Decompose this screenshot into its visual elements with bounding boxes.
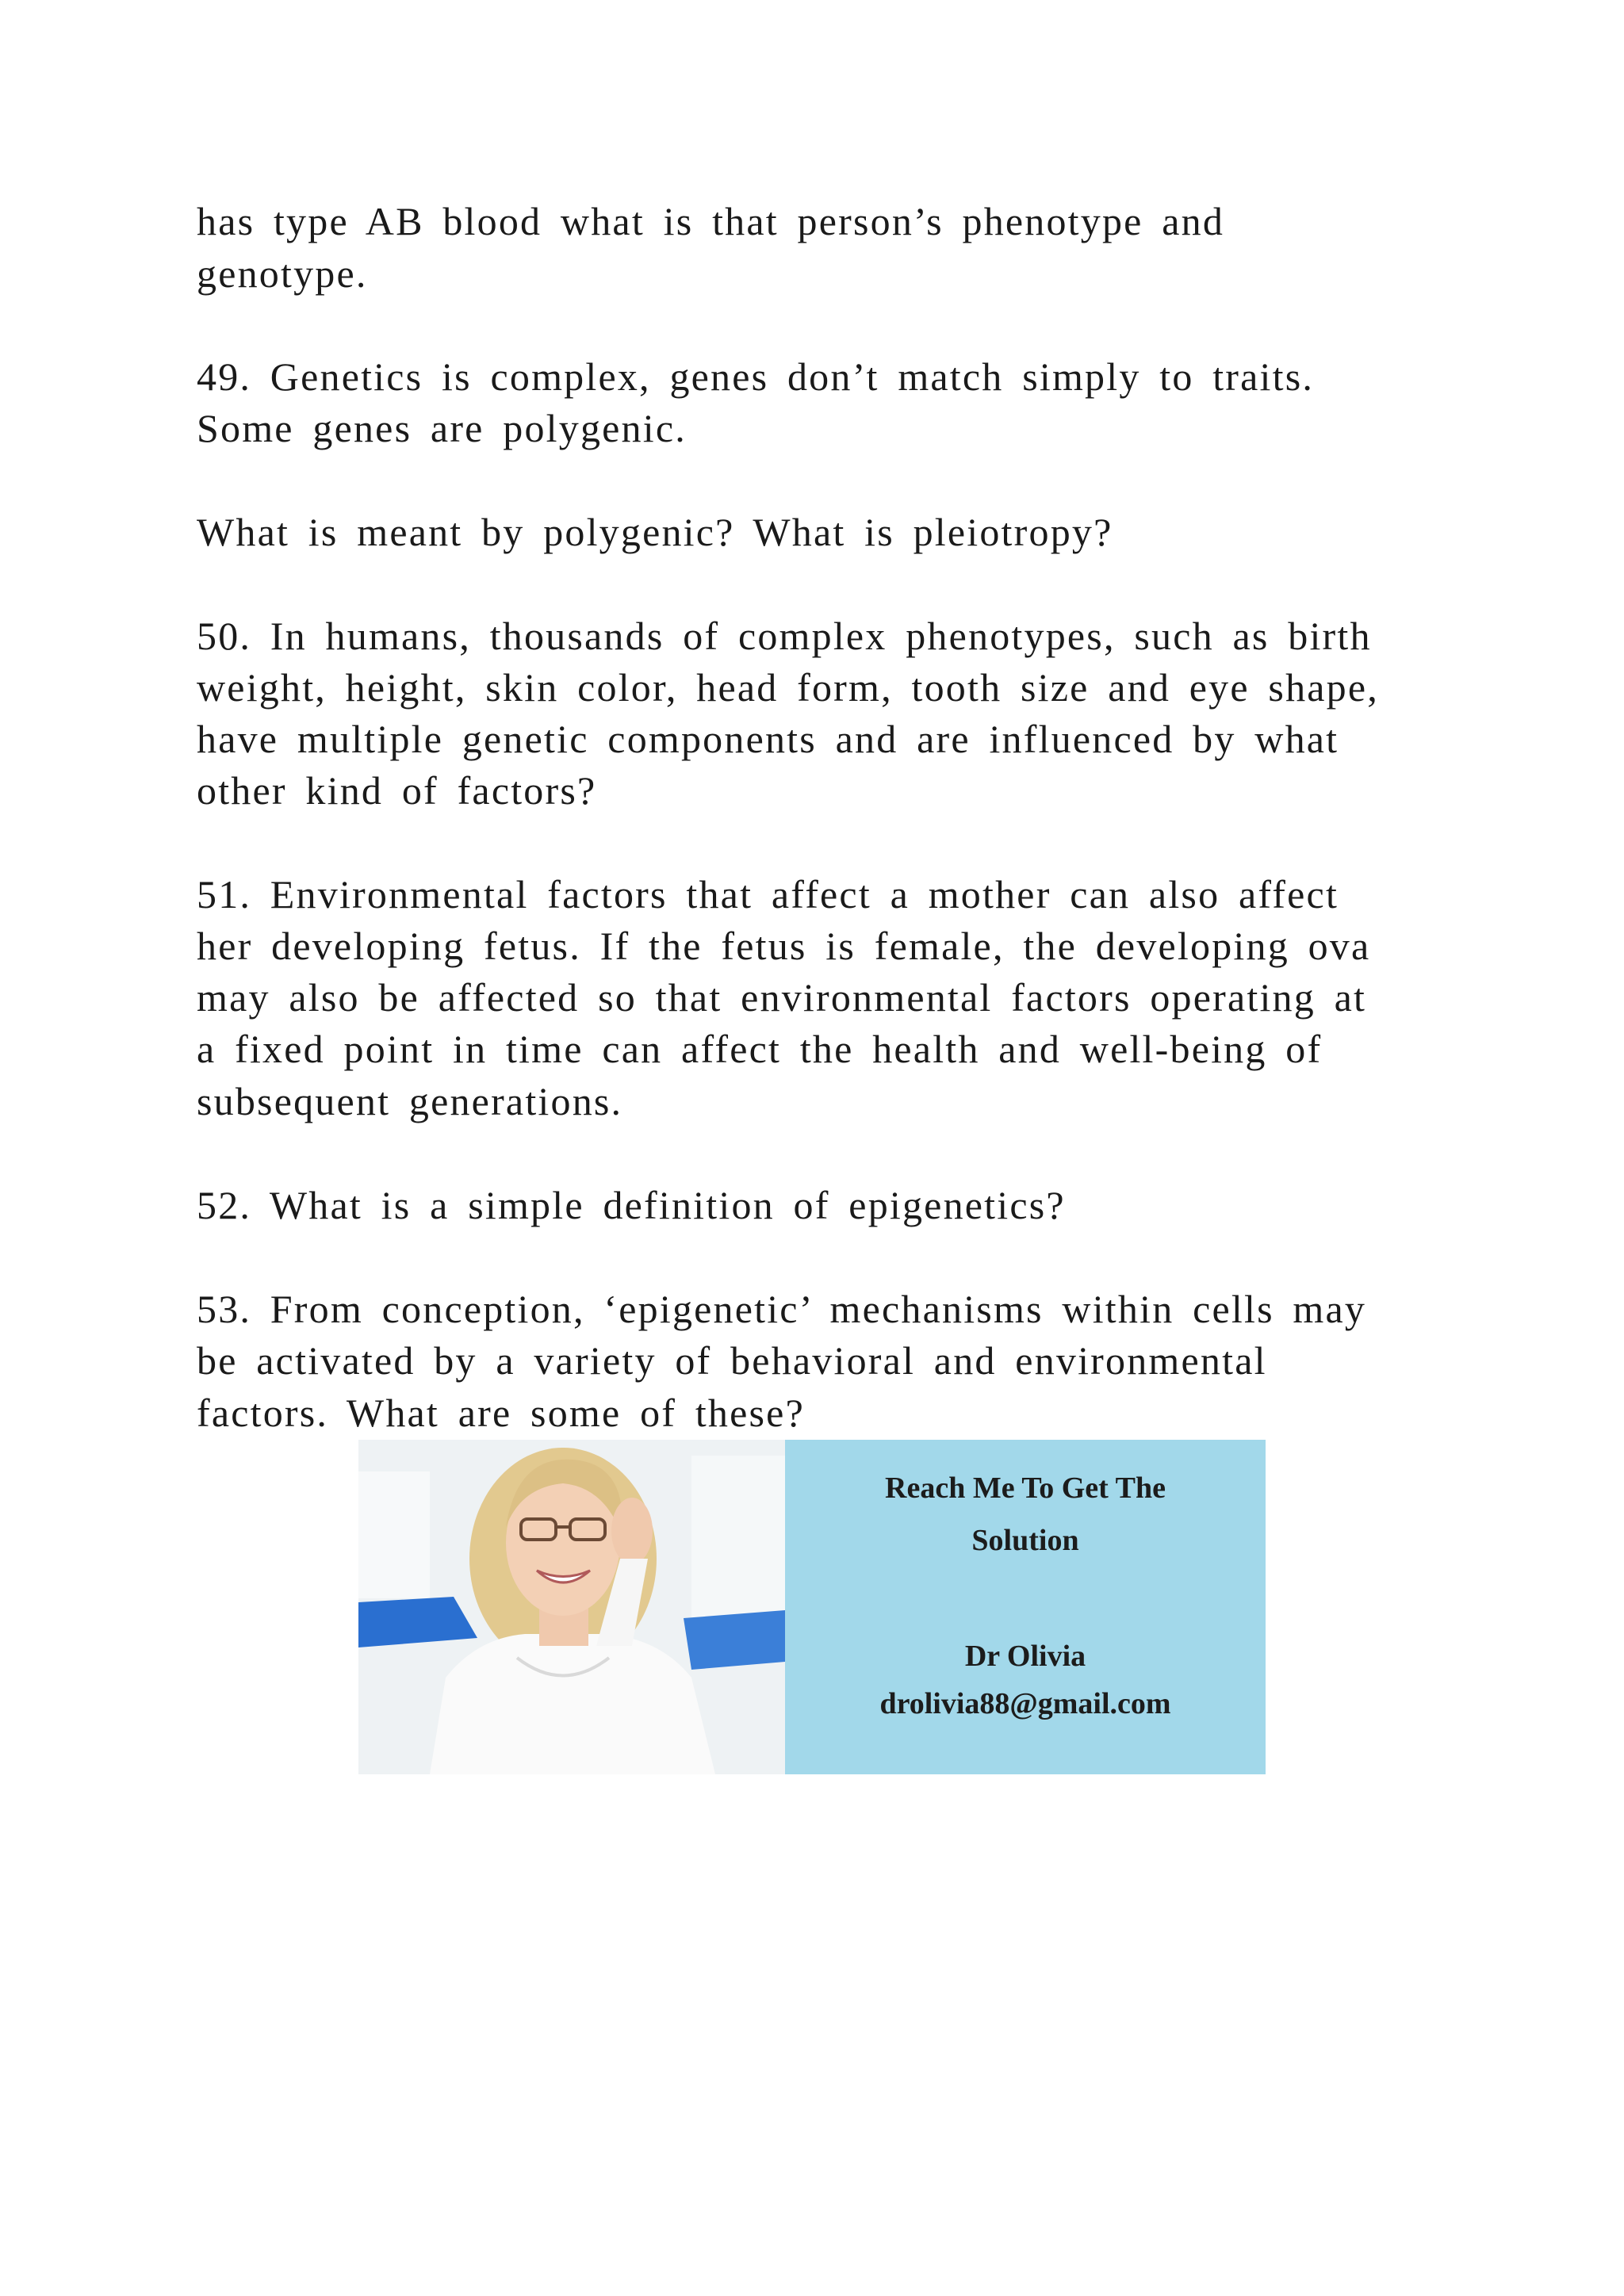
text-line: other kind of factors?	[197, 768, 597, 813]
text-line: has type AB blood what is that person’s phenotype and	[197, 199, 1225, 243]
question-52: 52. What is a simple definition of epigenetics?	[197, 1183, 1066, 1227]
text-line: What is meant by polygenic? What is pleiotropy?	[197, 510, 1113, 554]
tutor-photo	[358, 1440, 785, 1774]
text-line: have multiple genetic components and are influenced by what	[197, 717, 1339, 761]
question-53: 53. From conception, ‘epigenetic’ mechanisms within cells may	[197, 1287, 1367, 1331]
question-51: 51. Environmental factors that affect a mother can also affect	[197, 872, 1339, 916]
question-49: 49. Genetics is complex, genes don’t match simply to traits.	[197, 354, 1315, 399]
woman-portrait-illustration	[358, 1440, 785, 1774]
contact-info-panel	[785, 1440, 1266, 1774]
text-line: her developing fetus. If the fetus is female, the developing ova	[197, 924, 1371, 968]
text-line: be activated by a variety of behavioral and environmental	[197, 1338, 1267, 1383]
question-50: 50. In humans, thousands of complex phenotypes, such as birth	[197, 614, 1372, 658]
text-line: factors. What are some of these?	[197, 1391, 805, 1435]
text-line: Some genes are polygenic.	[197, 406, 687, 450]
text-line: genotype.	[197, 251, 368, 296]
ad-headline-line-2: Solution	[971, 1524, 1079, 1557]
contact-email: drolivia88@gmail.com	[879, 1687, 1171, 1720]
text-line: may also be affected so that environmental factors operating at	[197, 975, 1367, 1020]
contact-advertisement-banner	[358, 1440, 1266, 1774]
contact-name: Dr Olivia	[964, 1640, 1086, 1673]
text-line: weight, height, skin color, head form, tooth size and eye shape,	[197, 665, 1379, 710]
text-line: a fixed point in time can affect the health and well-being of	[197, 1027, 1323, 1071]
text-line: subsequent generations.	[197, 1079, 623, 1123]
ad-headline-line-1: Reach Me To Get The	[885, 1471, 1166, 1505]
